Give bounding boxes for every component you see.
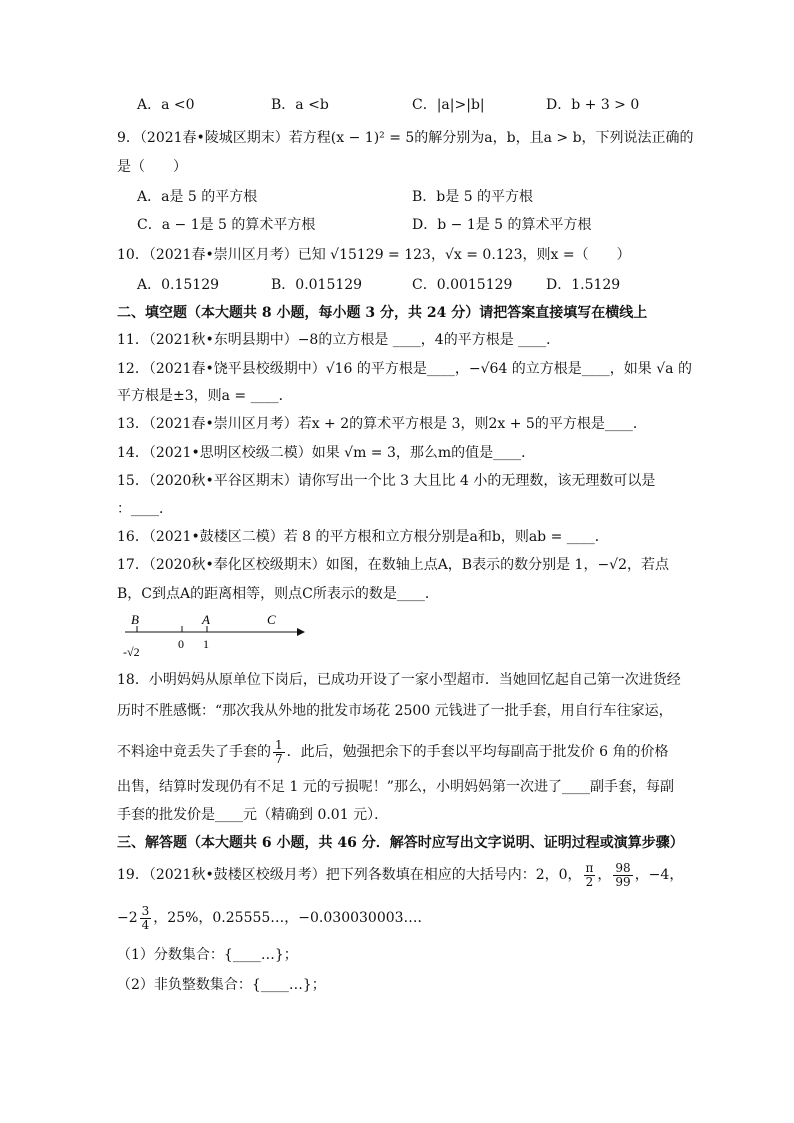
fraction-denominator: 4 [141,917,150,932]
fraction-numerator: π [585,860,594,875]
q10-option-d: D．1.5129 [546,277,621,293]
q18-line3-start: 不料途中竟丢失了手套的 [117,744,271,760]
q10-option-c: C．0.0015129 [412,277,513,293]
tick-label-neg-root2: -√2 [123,645,140,659]
q18-line3 [117,732,668,772]
fraction-one-seventh [273,739,285,766]
q8-option-d: D．b + 3 > 0 [546,97,640,113]
fraction-numerator: 98 [615,860,631,875]
section-3-heading: 三、解答题（本大题共 6 小题，共 46 分．解答时应写出文字说明、证明过程或演算步骤） [117,835,684,851]
q9-option-b: B．b是 5 的平方根 [412,189,534,205]
q18-line2: 历时不胜感慨：“那次我从外地的批发市场花 2500 元钱进了一批手套，用自行车往家运， [117,703,673,719]
q9-option-d: D．b − 1是 5 的算术平方根 [412,217,592,233]
q9-stem-line1: 9．（2021春•陵城区期末）若方程(x − 1)² = 5的解分别为a，b，且a > b，下列说法正确的 [117,130,694,146]
q19-line2 [117,898,432,938]
number-line-arrow [297,628,305,636]
q15-line2: ：____． [117,501,173,517]
q8-option-c: C．|a|>|b| [412,97,485,113]
q19-stem-end: ，−4， [634,867,684,883]
q9-stem-line2: 是（ ） [117,159,187,175]
q8-option-b: B．a <b [271,97,329,113]
q12-line1: 12．（2021春•饶平县校级期中）√16 的平方根是____，−√64 的立方根是____，如果 √a 的 [117,361,692,377]
q19-number-list: ，25%，0.25555…，−0.030030003…． [153,910,432,926]
q18-line4: 出售，结算时发现仍有不足 1 元的亏损呢！”那么，小明妈妈第一次进了____副手套，每副 [117,779,674,795]
q19-sub2: （2）非负整数集合：{____…}； [117,977,326,993]
q9-option-a: A．a是 5 的平方根 [137,189,258,205]
q15-line1: 15．（2020秋•平谷区期末）请你写出一个比 3 大且比 4 小的无理数，该无理数可以是 [117,473,656,489]
q10-stem: 10．（2021春•崇川区月考）已知 √15129 = 123，√x = 0.123，则x =（ ） [117,247,631,263]
q14: 14．（2021•思明区校级二模）如果 √m = 3，那么m的值是____． [117,445,536,461]
tick-label-zero: 0 [178,637,184,651]
q19-sub1: （1）分数集合：{____…}； [117,947,298,963]
q18-line1: 18．小明妈妈从原单位下岗后，已成功开设了一家小型超市．当她回忆起自己第一次进货经 [117,672,681,688]
fraction-pi-over-2 [584,862,596,889]
q19-stem-start: 19．（2021秋•鼓楼区校级月考）把下列各数填在相应的大括号内：2，0， [117,867,582,883]
q18-line5: 手套的批发价是____元（精确到 0.01 元）． [117,807,389,823]
section-2-heading: 二、填空题（本大题共 8 小题，每小题 3 分，共 24 分）请把答案直接填写在横线上 [117,305,648,321]
q13: 13．（2021春•崇川区月考）若x + 2的算术平方根是 3，则2x + 5的平方根是____． [117,416,647,432]
fraction-denominator: 99 [615,874,631,889]
fraction-98-over-99 [613,862,632,889]
q19-line1 [117,855,683,895]
q16: 16．（2021•鼓楼区二模）若 8 的平方根和立方根分别是a和b，则ab = ____． [117,529,609,545]
q11: 11．（2021秋•东明县期中）−8的立方根是 ____，4的平方根是 ____． [117,332,561,348]
label-b: B [131,612,139,627]
mixed-number-fraction [140,905,152,932]
q8-option-a: A．a <0 [137,97,195,113]
label-a: A [202,612,210,627]
q17-line1: 17．（2020秋•奉化区校级期末）如图，在数轴上点A，B表示的数分别是 1，−√2，若点 [117,557,670,573]
q9-option-c: C．a − 1是 5 的算术平方根 [137,217,316,233]
q10-option-a: A．0.15129 [137,277,220,293]
q12-line2: 平方根是±3，则a = ____． [117,388,293,404]
fraction-denominator: 7 [275,751,283,766]
mixed-number-whole: −2 [117,910,138,926]
fraction-numerator: 1 [275,737,283,752]
q10-option-b: B．0.015129 [271,277,363,293]
fraction-denominator: 2 [585,874,594,889]
q17-line2: B，C到点A的距离相等，则点C所表示的数是____． [117,586,439,602]
q18-line3-end: ．此后，勉强把余下的手套以平均每副高于批发价 6 角的价格 [286,744,669,760]
number-line-figure [117,612,307,660]
q19-separator: ， [597,867,612,883]
label-c: C [267,612,276,627]
fraction-numerator: 3 [141,903,150,918]
tick-label-one: 1 [203,637,209,651]
